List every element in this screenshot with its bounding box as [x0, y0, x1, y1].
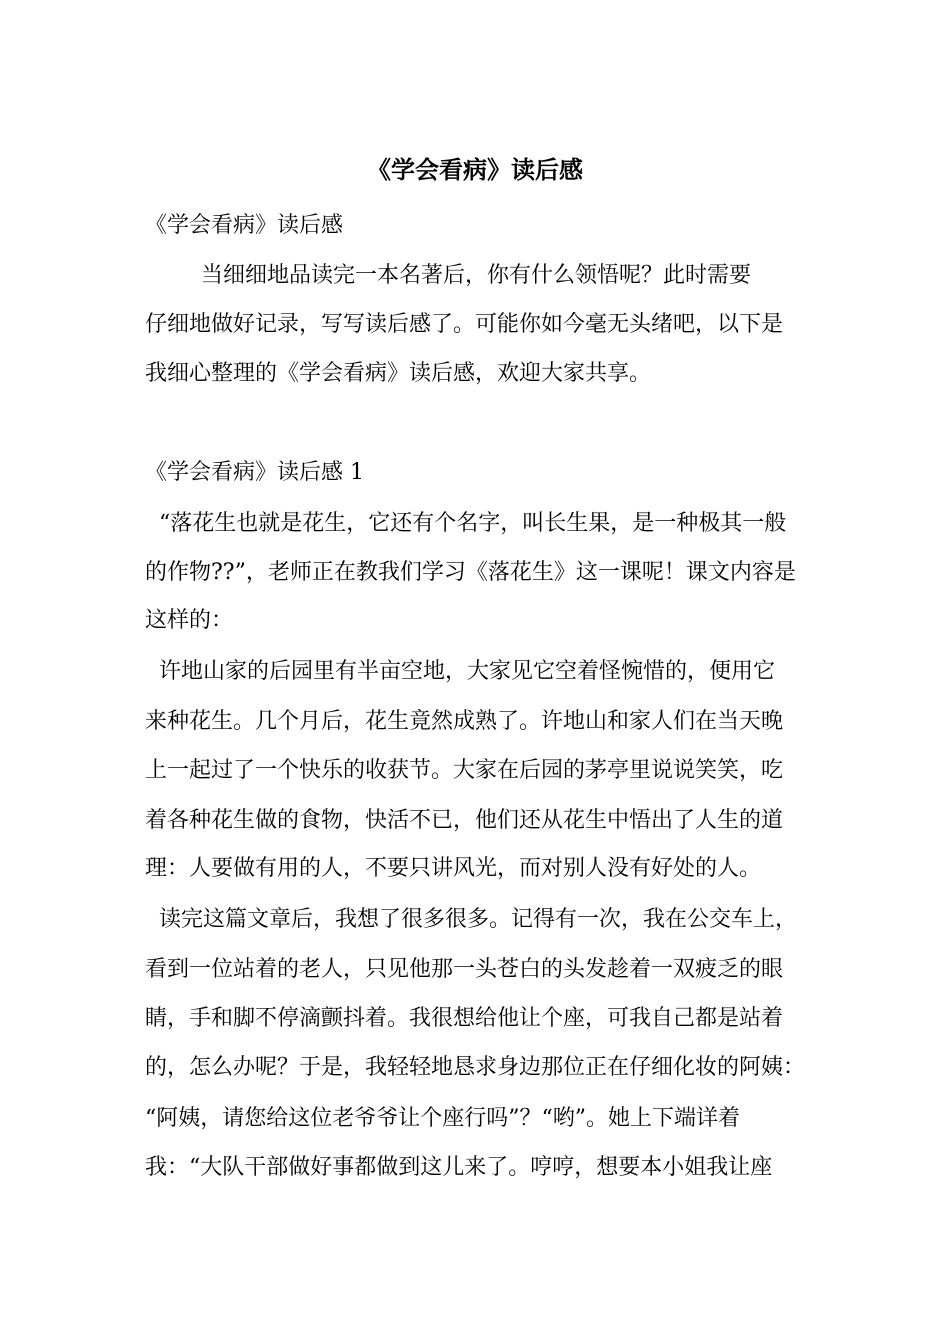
text-line: 的作物??”，老师正在教我们学习《落花生》这一课呢！课文内容是 — [145, 560, 796, 585]
text-line: 许地山家的后园里有半亩空地，大家见它空着怪惋惜的，便用它 — [145, 659, 775, 684]
text-line: 看到一位站着的老人，只见他那一头苍白的头发趁着一双疲乏的眼 — [145, 957, 784, 982]
text-line: “阿姨，请您给这位老爷爷让个座行吗”？“哟”。她上下端详着 — [145, 1106, 740, 1131]
text-line: 理：人要做有用的人，不要只讲风光，而对别人没有好处的人。 — [145, 856, 762, 881]
text-line: 着各种花生做的食物，快活不已，他们还从花生中悟出了人生的道 — [145, 808, 784, 833]
text-line: 的，怎么办呢？于是，我轻轻地恳求身边那位正在仔细化妆的阿姨： — [145, 1055, 806, 1080]
text-line: 读完这篇文章后，我想了很多很多。记得有一次，我在公交车上， — [145, 907, 797, 932]
text-line: 睛，手和脚不停滴颤抖着。我很想给他让个座，可我自己都是站着 — [145, 1006, 784, 1031]
text-line: 上一起过了一个快乐的收获节。大家在后园的茅亭里说说笑笑，吃 — [145, 758, 784, 783]
document-title: 《学会看病》读后感 — [367, 156, 583, 184]
text-line: 这样的： — [145, 608, 234, 633]
text-line: “落花生也就是花生，它还有个名字，叫长生果，是一种极其一般 — [145, 511, 787, 536]
text-line: 《学会看病》读后感 — [145, 213, 344, 238]
text-line: 来种花生。几个月后，花生竟然成熟了。许地山和家人们在当天晚 — [145, 709, 784, 734]
text-line: 当细细地品读完一本名著后，你有什么领悟呢？此时需要 — [145, 263, 751, 288]
text-line: 我：“大队干部做好事都做到这儿来了。哼哼，想要本小姐我让座 — [145, 1155, 773, 1180]
section-heading: 《学会看病》读后感 1 — [145, 460, 364, 485]
text-line: 我细心整理的《学会看病》读后感，欢迎大家共享。 — [145, 361, 652, 386]
text-line: 仔细地做好记录，写写读后感了。可能你如今毫无头绪吧，以下是 — [145, 312, 784, 337]
